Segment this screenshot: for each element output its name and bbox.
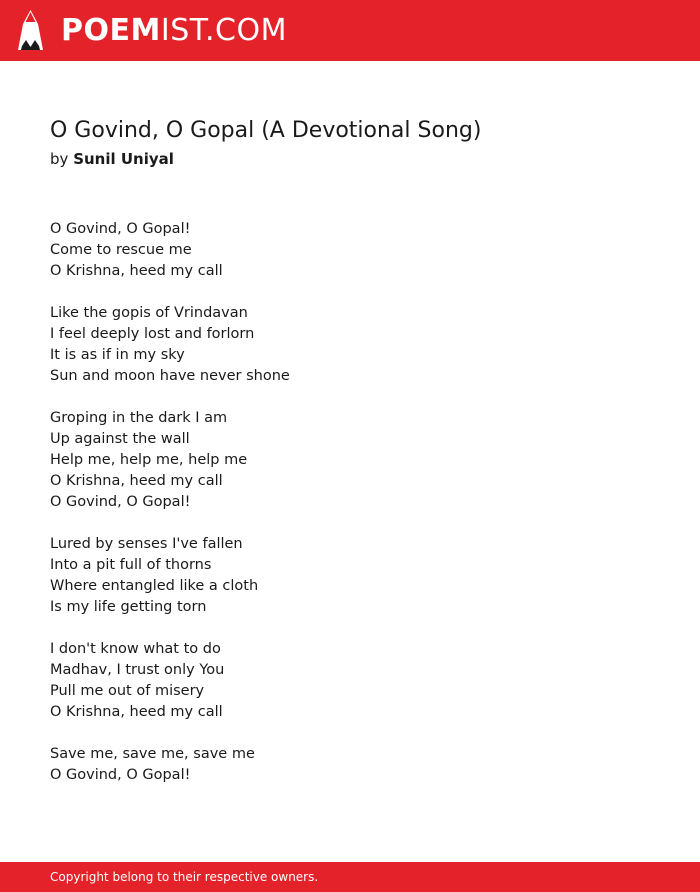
poem-line: Where entangled like a cloth	[50, 578, 259, 594]
poem-line: I feel deeply lost and forlorn	[50, 326, 255, 342]
site-header	[0, 0, 700, 61]
poem-line: I don't know what to do	[50, 641, 221, 657]
poem-line: Sun and moon have never shone	[50, 368, 290, 384]
poem-line: Like the gopis of Vrindavan	[50, 305, 248, 321]
poem-stanza	[50, 408, 650, 513]
poem-stanza	[50, 744, 650, 786]
poem-line: O Krishna, heed my call	[50, 704, 223, 720]
poem-line: Lured by senses I've fallen	[50, 536, 243, 552]
poem-line: O Govind, O Gopal!	[50, 767, 191, 783]
poem-stanza	[50, 639, 650, 723]
copyright-notice: Copyright belong to their respective owners.	[50, 870, 319, 884]
byline	[50, 149, 670, 169]
poem-line: O Govind, O Gopal!	[50, 494, 191, 510]
poem-line: Madhav, I trust only You	[50, 662, 225, 678]
poem-line: O Govind, O Gopal!	[50, 221, 191, 237]
logo-light-text: IST.COM	[160, 13, 287, 48]
poem-line: Come to rescue me	[50, 242, 192, 258]
site-logo-link[interactable]	[17, 10, 287, 52]
poem-header	[50, 114, 670, 169]
poem-line: O Krishna, heed my call	[50, 473, 223, 489]
poem-title: O Govind, O Gopal (A Devotional Song)	[50, 118, 482, 143]
poem-line: Groping in the dark I am	[50, 410, 228, 426]
author-name: Sunil Uniyal	[73, 150, 174, 168]
poem-stanza	[50, 303, 650, 387]
poem-line: Help me, help me, help me	[50, 452, 248, 468]
poem-line: Save me, save me, save me	[50, 746, 255, 762]
poem-line: Pull me out of misery	[50, 683, 205, 699]
poem-line: Is my life getting torn	[50, 599, 207, 615]
site-footer	[0, 862, 700, 892]
by-label: by	[50, 150, 69, 168]
poem-line: Up against the wall	[50, 431, 190, 447]
poem-line: Into a pit full of thorns	[50, 557, 212, 573]
poem-stanza	[50, 534, 650, 618]
poem-line: O Krishna, heed my call	[50, 263, 223, 279]
pencil-icon	[17, 10, 44, 52]
poem-line: It is as if in my sky	[50, 347, 185, 363]
logo-bold-text: POEM	[61, 13, 161, 48]
poem-body	[50, 219, 650, 807]
site-logo-text	[61, 10, 287, 52]
poem-stanza	[50, 219, 650, 282]
